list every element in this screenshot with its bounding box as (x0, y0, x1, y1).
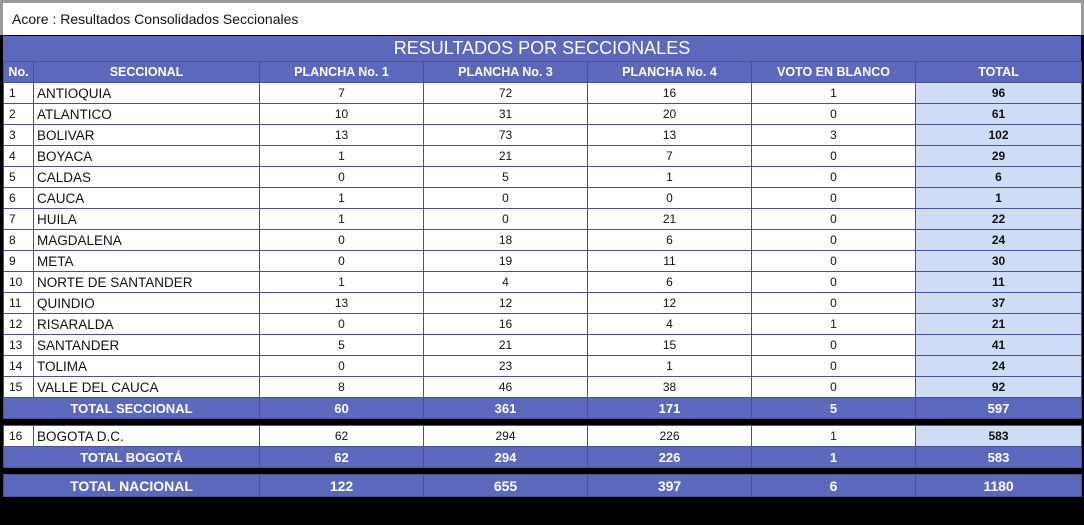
total-seccional-row (4, 398, 1082, 419)
table-row (4, 377, 1082, 398)
row-cell: 21 (424, 335, 588, 356)
row-cell: 16 (588, 83, 752, 104)
row-cell: 1 (752, 83, 916, 104)
row-cell: 46 (424, 377, 588, 398)
total-seccional-cell: 361 (424, 398, 588, 419)
table-row (4, 146, 1082, 167)
row-cell: 0 (424, 188, 588, 209)
total-seccional-cell: 597 (916, 398, 1082, 419)
row-number: 1 (4, 83, 34, 104)
row-total: 29 (916, 146, 1082, 167)
row-cell: 0 (752, 230, 916, 251)
results-table (3, 61, 1082, 419)
row-cell: 0 (752, 293, 916, 314)
table-row (4, 167, 1082, 188)
total-bogota-label: TOTAL BOGOTÁ (4, 447, 260, 468)
row-cell: 0 (752, 188, 916, 209)
row-seccional: BOGOTA D.C. (34, 426, 260, 447)
table-row (4, 356, 1082, 377)
row-cell: 0 (752, 356, 916, 377)
row-seccional: RISARALDA (34, 314, 260, 335)
row-total: 102 (916, 125, 1082, 146)
total-bogota-cell: 583 (916, 447, 1082, 468)
row-cell: 0 (260, 251, 424, 272)
row-cell: 1 (260, 188, 424, 209)
row-number: 6 (4, 188, 34, 209)
row-total: 6 (916, 167, 1082, 188)
total-bogota-cell: 226 (588, 447, 752, 468)
row-cell: 6 (588, 230, 752, 251)
row-cell: 4 (424, 272, 588, 293)
row-total: 583 (916, 426, 1082, 447)
total-nacional-cell: 655 (424, 475, 588, 497)
row-cell: 11 (588, 251, 752, 272)
row-cell: 0 (752, 146, 916, 167)
col-header-plancha-1: PLANCHA No. 1 (260, 62, 424, 83)
total-bogota-cell: 1 (752, 447, 916, 468)
table-row (4, 335, 1082, 356)
row-cell: 10 (260, 104, 424, 125)
row-total: 30 (916, 251, 1082, 272)
total-seccional-cell: 5 (752, 398, 916, 419)
row-seccional: CAUCA (34, 188, 260, 209)
row-number: 7 (4, 209, 34, 230)
table-row (4, 251, 1082, 272)
total-nacional-cell: 397 (588, 475, 752, 497)
table-row (4, 426, 1082, 447)
row-number: 9 (4, 251, 34, 272)
table-row (4, 104, 1082, 125)
row-cell: 1 (260, 272, 424, 293)
row-total: 24 (916, 230, 1082, 251)
row-cell: 19 (424, 251, 588, 272)
row-number: 8 (4, 230, 34, 251)
row-cell: 0 (260, 356, 424, 377)
row-cell: 13 (260, 293, 424, 314)
row-seccional: CALDAS (34, 167, 260, 188)
row-cell: 0 (752, 377, 916, 398)
row-cell: 5 (424, 167, 588, 188)
row-cell: 0 (424, 209, 588, 230)
bogota-table (3, 425, 1082, 468)
row-total: 24 (916, 356, 1082, 377)
total-nacional-cell: 1180 (916, 475, 1082, 497)
row-total: 11 (916, 272, 1082, 293)
row-cell: 294 (424, 426, 588, 447)
row-cell: 8 (260, 377, 424, 398)
row-cell: 21 (588, 209, 752, 230)
col-header-seccional: SECCIONAL (34, 62, 260, 83)
window-title: Acore : Resultados Consolidados Seccionales (0, 0, 1084, 35)
row-cell: 0 (752, 272, 916, 293)
col-header-total: TOTAL (916, 62, 1082, 83)
row-cell: 23 (424, 356, 588, 377)
row-total: 61 (916, 104, 1082, 125)
row-seccional: BOYACA (34, 146, 260, 167)
row-cell: 1 (588, 167, 752, 188)
table-row (4, 125, 1082, 146)
total-seccional-label: TOTAL SECCIONAL (4, 398, 260, 419)
row-cell: 1 (260, 209, 424, 230)
row-cell: 1 (752, 426, 916, 447)
row-seccional: NORTE DE SANTANDER (34, 272, 260, 293)
row-cell: 0 (260, 314, 424, 335)
row-cell: 31 (424, 104, 588, 125)
row-total: 41 (916, 335, 1082, 356)
row-cell: 0 (260, 230, 424, 251)
row-cell: 7 (588, 146, 752, 167)
row-total: 92 (916, 377, 1082, 398)
table-row (4, 83, 1082, 104)
row-cell: 18 (424, 230, 588, 251)
total-bogota-cell: 294 (424, 447, 588, 468)
row-cell: 4 (588, 314, 752, 335)
row-cell: 0 (752, 167, 916, 188)
col-header-plancha-3: PLANCHA No. 3 (424, 62, 588, 83)
row-cell: 13 (260, 125, 424, 146)
row-cell: 1 (588, 356, 752, 377)
row-cell: 7 (260, 83, 424, 104)
row-number: 2 (4, 104, 34, 125)
row-seccional: TOLIMA (34, 356, 260, 377)
row-seccional: HUILA (34, 209, 260, 230)
row-seccional: QUINDIO (34, 293, 260, 314)
row-cell: 16 (424, 314, 588, 335)
row-cell: 1 (260, 146, 424, 167)
row-seccional: BOLIVAR (34, 125, 260, 146)
row-seccional: SANTANDER (34, 335, 260, 356)
header-row (4, 62, 1082, 83)
row-seccional: ANTIOQUIA (34, 83, 260, 104)
row-seccional: ATLANTICO (34, 104, 260, 125)
row-number: 12 (4, 314, 34, 335)
col-header-no: No. (4, 62, 34, 83)
nacional-table (3, 474, 1082, 497)
table-row (4, 209, 1082, 230)
row-cell: 72 (424, 83, 588, 104)
row-seccional: META (34, 251, 260, 272)
row-total: 21 (916, 314, 1082, 335)
row-number: 13 (4, 335, 34, 356)
row-cell: 38 (588, 377, 752, 398)
table-row (4, 188, 1082, 209)
row-cell: 15 (588, 335, 752, 356)
total-nacional-row (4, 475, 1082, 497)
row-cell: 12 (588, 293, 752, 314)
results-heading: RESULTADOS POR SECCIONALES (3, 36, 1081, 61)
row-total: 22 (916, 209, 1082, 230)
row-number: 3 (4, 125, 34, 146)
row-cell: 0 (752, 251, 916, 272)
row-cell: 0 (752, 209, 916, 230)
col-header-voto-blanco: VOTO EN BLANCO (752, 62, 916, 83)
row-cell: 5 (260, 335, 424, 356)
table-row (4, 230, 1082, 251)
total-seccional-cell: 171 (588, 398, 752, 419)
row-cell: 6 (588, 272, 752, 293)
table-row (4, 293, 1082, 314)
total-nacional-cell: 6 (752, 475, 916, 497)
row-cell: 0 (752, 104, 916, 125)
table-row (4, 272, 1082, 293)
table-row (4, 314, 1082, 335)
total-seccional-cell: 60 (260, 398, 424, 419)
row-number: 16 (4, 426, 34, 447)
row-total: 96 (916, 83, 1082, 104)
row-cell: 13 (588, 125, 752, 146)
row-seccional: MAGDALENA (34, 230, 260, 251)
row-total: 1 (916, 188, 1082, 209)
row-cell: 62 (260, 426, 424, 447)
total-bogota-row (4, 447, 1082, 468)
row-number: 11 (4, 293, 34, 314)
row-cell: 73 (424, 125, 588, 146)
total-bogota-cell: 62 (260, 447, 424, 468)
row-cell: 226 (588, 426, 752, 447)
row-cell: 3 (752, 125, 916, 146)
row-number: 14 (4, 356, 34, 377)
row-number: 4 (4, 146, 34, 167)
row-cell: 20 (588, 104, 752, 125)
row-total: 37 (916, 293, 1082, 314)
row-seccional: VALLE DEL CAUCA (34, 377, 260, 398)
row-number: 15 (4, 377, 34, 398)
row-cell: 1 (752, 314, 916, 335)
row-number: 10 (4, 272, 34, 293)
total-nacional-label: TOTAL NACIONAL (4, 475, 260, 497)
row-cell: 21 (424, 146, 588, 167)
row-cell: 0 (260, 167, 424, 188)
row-cell: 12 (424, 293, 588, 314)
row-cell: 0 (588, 188, 752, 209)
row-number: 5 (4, 167, 34, 188)
total-nacional-cell: 122 (260, 475, 424, 497)
col-header-plancha-4: PLANCHA No. 4 (588, 62, 752, 83)
row-cell: 0 (752, 335, 916, 356)
